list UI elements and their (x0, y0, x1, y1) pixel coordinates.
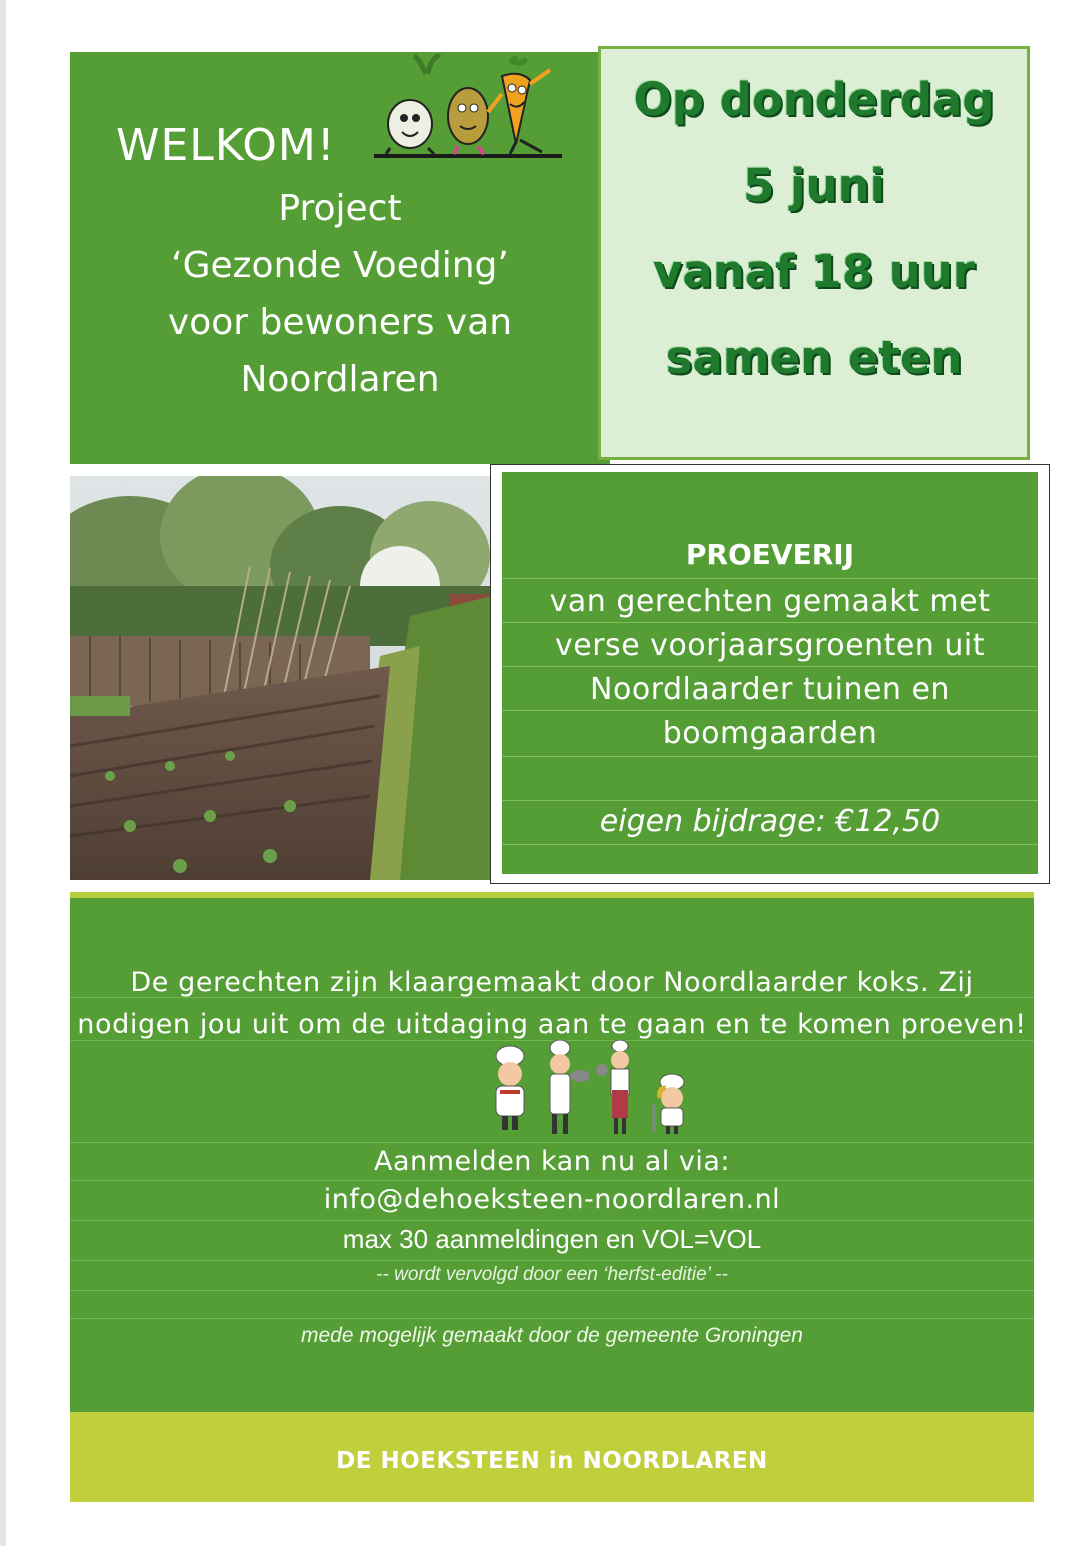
details-box (70, 892, 1034, 1412)
tasting-price: eigen bijdrage: €12,50 (599, 804, 941, 839)
welcome-line: voor bewoners van (167, 302, 513, 343)
page-edge (0, 0, 6, 1546)
tasting-desc-line: boomgaarden (662, 716, 878, 751)
divider (502, 756, 1038, 757)
footer-text: DE HOEKSTEEN in NOORDLAREN (336, 1448, 768, 1474)
event-line: 5 juni (743, 159, 885, 212)
event-line: samen eten (665, 331, 963, 384)
welcome-line: ‘Gezonde Voeding’ (171, 245, 509, 286)
welcome-title: WELKOM! (116, 120, 336, 171)
divider (70, 1220, 1034, 1221)
welcome-box (70, 52, 610, 464)
welcome-line: Project (278, 188, 402, 229)
event-date-box (598, 46, 1030, 460)
intro-line: De gerechten zijn klaargemaakt door Noordlaarder koks. Zij (130, 967, 974, 998)
divider (70, 1290, 1034, 1291)
divider (70, 1318, 1034, 1319)
tasting-desc-line: verse voorjaarsgroenten uit (555, 628, 985, 663)
cartoon-chefs-icon (480, 1040, 700, 1140)
credit-note: mede mogelijk gemaakt door de gemeente Groningen (301, 1324, 803, 1347)
tasting-heading: PROEVERIJ (685, 538, 855, 571)
divider (70, 1180, 1034, 1181)
divider (502, 844, 1038, 845)
welcome-line: Noordlaren (240, 359, 440, 400)
cartoon-vegetables-icon (370, 54, 566, 162)
divider (502, 578, 1038, 579)
divider (70, 892, 1034, 898)
tasting-desc-line: Noordlaarder tuinen en (590, 672, 950, 707)
signup-max-note: max 30 aanmeldingen en VOL=VOL (342, 1224, 762, 1254)
divider (70, 1260, 1034, 1261)
event-line: Op donderdag (633, 73, 995, 126)
tasting-description (502, 580, 1038, 756)
divider (70, 1142, 1034, 1143)
welcome-subtitle (70, 180, 610, 408)
signup-label: Aanmelden kan nu al via: (374, 1146, 730, 1177)
followup-note: -- wordt vervolgd door een ‘herfst-editie’ -- (376, 1264, 728, 1285)
footer-bar (70, 1412, 1034, 1502)
event-line: vanaf 18 uur (653, 245, 975, 298)
garden-photo (70, 476, 492, 880)
divider (502, 800, 1038, 801)
tasting-box (502, 472, 1038, 874)
intro-line: nodigen jou uit om de uitdaging aan te gaan en te komen proeven! (77, 1009, 1027, 1040)
signup-email-link[interactable]: info@dehoeksteen-noordlaren.nl (323, 1184, 781, 1215)
intro-text (70, 962, 1034, 1046)
tasting-desc-line: van gerechten gemaakt met (549, 584, 991, 619)
